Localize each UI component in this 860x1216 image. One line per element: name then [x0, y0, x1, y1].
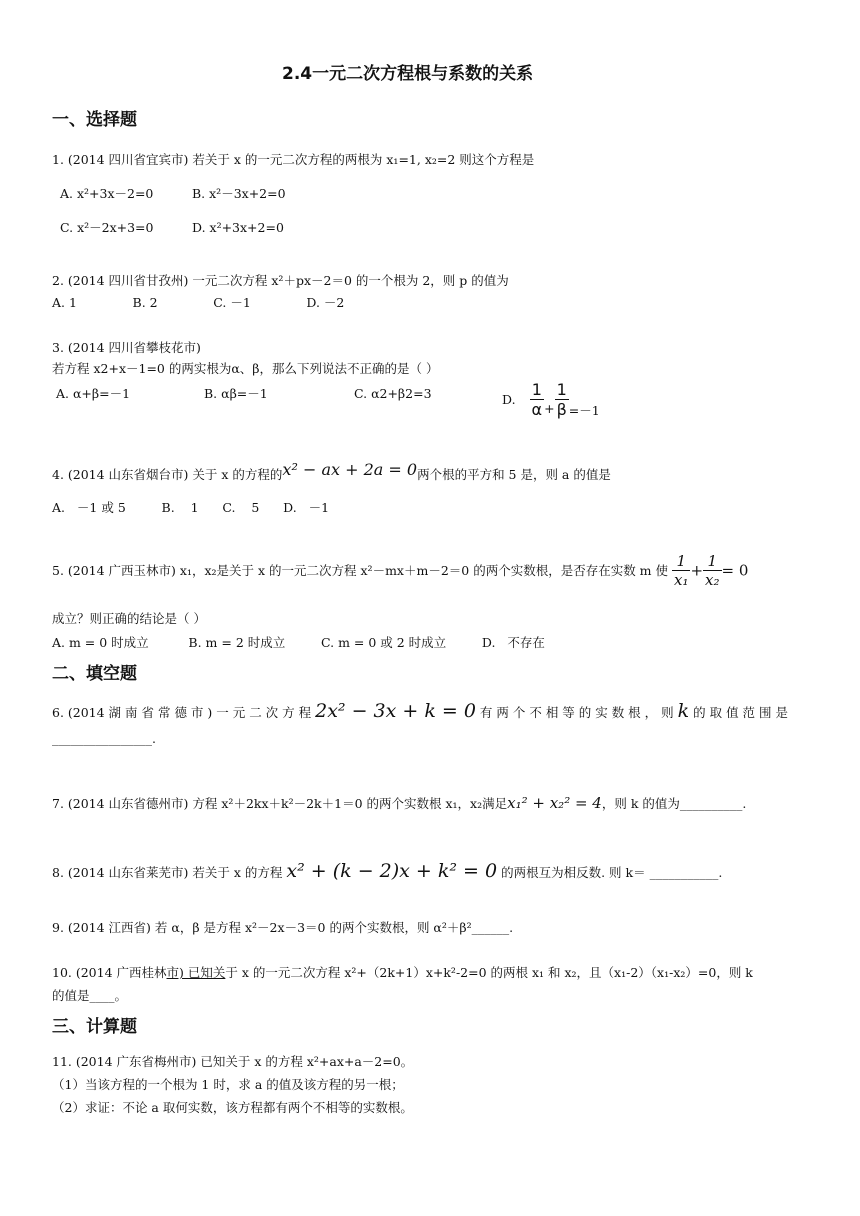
question-9-stem: 9. (2014 江西省) 若 α，β 是方程 x²－2x－3＝0 的两个实数根，则 α²＋β²______. [52, 920, 514, 935]
question-3-option-a: A. α+β=－1 [56, 386, 131, 401]
question-1-stem: 1. (2014 四川省宜宾市) 若关于 x 的一元二次方程的两根为 x₁=1, x₂=2 则这个方程是 [52, 152, 535, 167]
page-title: 2.4一元二次方程根与系数的关系 [282, 64, 534, 84]
question-1-option-b: B. x²－3x+2=0 [192, 186, 286, 201]
question-8-stem: 8. (2014 山东省莱芜市) 若关于 x 的方程 x² + (k − 2)x + k² = 0 的两根互为相反数. 则 k＝ ___________. [52, 860, 723, 882]
question-3-option-c: C. α2+β2=3 [354, 386, 432, 401]
question-2-stem: 2. (2014 四川省甘孜州) 一元二次方程 x²＋px－2＝0 的一个根为 2，则 p 的值为 [52, 273, 509, 288]
section-heading-fill: 二、填空题 [52, 664, 137, 684]
section-heading-calc: 三、计算题 [52, 1017, 137, 1037]
question-3-option-d: D. $\frac{1}{\alpha}$ + $\frac{1}{\beta}$ =－1 [502, 380, 600, 420]
question-11-part-1: （1）当该方程的一个根为 1 时，求 a 的值及该方程的另一根； [52, 1077, 404, 1092]
question-1-option-a: A. x²+3x－2=0 [60, 186, 154, 201]
question-2-options: A. 1 B. 2 C. －1 D. －2 [52, 295, 345, 310]
question-1-option-c: C. x²－2x+3=0 [60, 220, 154, 235]
question-3-line2: 若方程 x2+x－1=0 的两实根为α、β，那么下列说法不正确的是（ ） [52, 361, 439, 376]
question-6-stem: 6. (2014 湖 南 省 常 德 市 ) 一 元 二 次 方 程 2x² − 3x + k = 0 有 两 个 不 相 等 的 实 数 根 ， 则 k 的 取 值 范 围 是 [52, 700, 788, 722]
question-11-part-2: （2）求证：不论 a 取何实数，该方程都有两个不相等的实数根。 [52, 1100, 413, 1115]
equation: x₁² + x₂² = 4 [507, 794, 602, 812]
question-7-stem: 7. (2014 山东省德州市) 方程 x²＋2kx＋k²－2k＋1＝0 的两个实数根 x₁，x₂满足x₁² + x₂² = 4，则 k 的值为__________. [52, 794, 747, 812]
question-11-stem: 11. (2014 广东省梅州市) 已知关于 x 的方程 x²+ax+a－2=0。 [52, 1054, 414, 1069]
question-4-stem: 4. (2014 山东省烟台市) 关于 x 的方程的x² − ax + 2a = 0两个根的平方和 5 是，则 a 的值是 [52, 460, 611, 482]
question-6-answer-blank[interactable]: ________________. [52, 731, 156, 746]
question-5-stem: 5. (2014 广西玉林市) x₁，x₂是关于 x 的一元二次方程 x²－mx＋m－2＝0 的两个实数根，是否存在实数 m 使 $\frac{1}{\text{x₁}}$ + $\frac{1}{\text{x₂}}$ = 0 [52, 552, 749, 589]
question-3-option-d-label: D. [502, 392, 516, 408]
section-heading-choice: 一、选择题 [52, 110, 137, 130]
equation: x² + (k − 2)x + k² = 0 [286, 860, 498, 882]
equation: 2x² − 3x + k = 0 [315, 700, 476, 722]
question-10-line2: 的值是____。 [52, 988, 128, 1003]
fraction: $\frac{1}{\beta}$ [556, 380, 567, 420]
question-3-stem: 3. (2014 四川省攀枝花市) [52, 340, 201, 355]
question-10-stem: 10. (2014 广西桂林市) 已知关于 x 的一元二次方程 x²+（2k+1）x+k²-2=0 的两根 x₁ 和 x₂，且（x₁-2）（x₁-x₂）=0，则 k [52, 965, 753, 980]
question-5-options: A. m = 0 时成立 B. m = 2 时成立 C. m = 0 或 2 时成立 D. 不存在 [52, 635, 545, 650]
answer-blank[interactable]: __________. [679, 796, 747, 811]
fraction: $\frac{1}{\alpha}$ [531, 380, 543, 420]
fraction: $\frac{1}{\text{x₂}}$ [705, 552, 720, 589]
question-1-option-d: D. x²+3x+2=0 [192, 220, 284, 235]
question-3-option-b: B. αβ=－1 [204, 386, 268, 401]
question-5-line2: 成立？则正确的结论是（ ） [52, 611, 206, 626]
question-4-options: A. －1 或 5 B. 1 C. 5 D. －1 [52, 500, 330, 515]
equation: x² − ax + 2a = 0 [282, 460, 418, 479]
answer-blank[interactable]: ___________. [649, 865, 723, 880]
fraction: $\frac{1}{\text{x₁}}$ [673, 552, 689, 589]
